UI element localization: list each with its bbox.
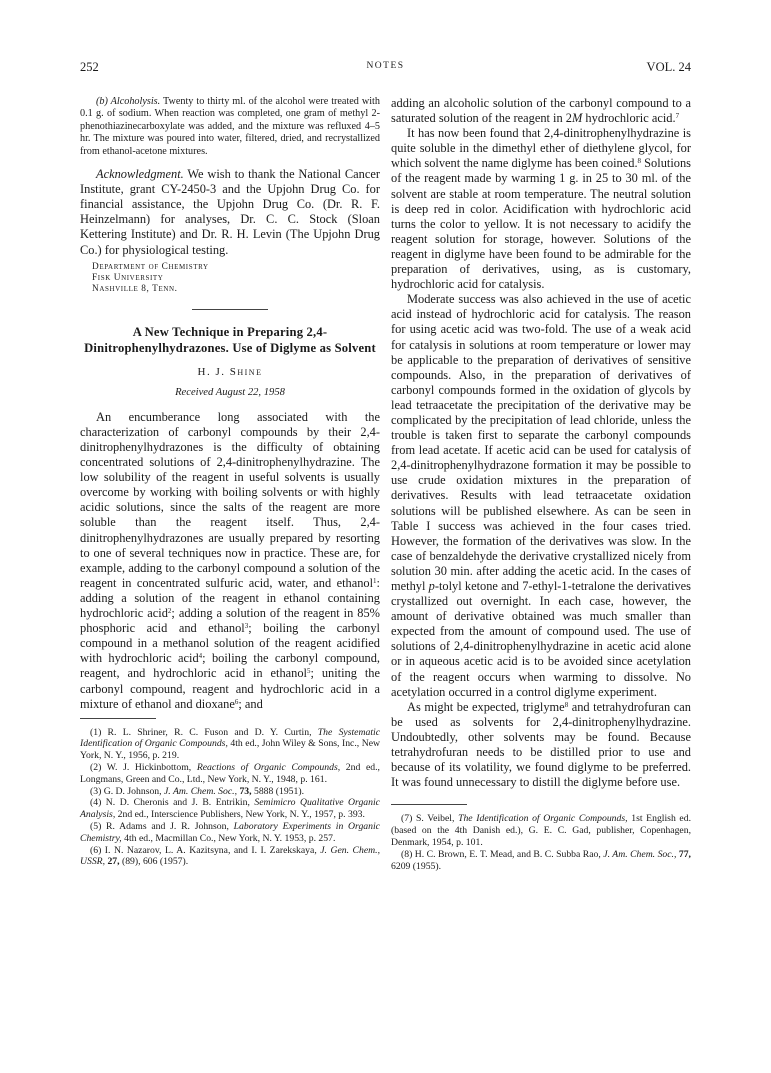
intro-paragraph	[80, 410, 380, 712]
citation-ref-6: 6	[234, 697, 239, 706]
diglyme-text-2: Solutions of the reagent made by warming 1 g. in 25 to 30 ml. of the solvent are stable at room temperature. The neutral solution is deep red in color. Acidification with hydrochloric acid turns the color to yellow. It is not necessary to acidify the reagent solution for storage, however. Solutions of the reagent in diglyme have been found to be admirable for the preparation of derivatives, using, as is customary, hydrochloric acid for catalysis.	[391, 156, 691, 292]
diglyme-text-1: It has now been found that 2,4-dinitrophenylhydrazine is quite soluble in the dimethyl ether of diethylene glycol, for which solvent the name diglyme has been coined.	[391, 126, 691, 171]
footnote-6-details: (89), 606 (1957).	[119, 856, 189, 868]
volume-label: VOL. 24	[646, 60, 691, 74]
footnote-5	[80, 821, 380, 845]
footnote-3-journal: J. Am. Chem. Soc.,	[164, 785, 238, 797]
footnote-5-authors: (5) R. Adams and J. R. Johnson,	[90, 821, 234, 833]
diglyme-paragraph	[391, 126, 691, 292]
footnote-1-title: The Systematic Identification of Organic Compounds,	[80, 726, 380, 750]
footnote-3-volume: 73,	[237, 785, 252, 797]
footnote-8-journal: J. Am. Chem. Soc.,	[603, 848, 677, 860]
alcoholysis-label: (b) Alcoholysis.	[96, 96, 161, 107]
footnote-4-authors: (4) N. D. Cheronis and J. B. Entrikin,	[90, 797, 255, 809]
footnote-7-details: 1st English ed. (based on the 4th Danish ed.), G. E. C. Gad, publisher, Copenhagen, Denmark, 1954, p. 101.	[391, 813, 692, 848]
acknowledgment-paragraph	[80, 167, 380, 258]
affiliation-block	[92, 262, 380, 296]
footnote-3-details: 5888 (1951).	[251, 785, 305, 797]
footnote-1-details: 4th ed., John Wiley & Sons, Inc., New York, N. Y., 1956, p. 219.	[80, 738, 380, 762]
footnote-2	[80, 762, 380, 786]
triglyme-text-1: As might be expected, triglyme	[407, 699, 565, 714]
footnote-4	[80, 797, 380, 821]
footnote-3-authors: (3) G. D. Johnson,	[90, 785, 164, 797]
page-header	[80, 60, 691, 82]
continued-paragraph	[391, 96, 691, 126]
acetic-text-2: -tolyl ketone and 7-ethyl-1-tetralone the derivatives crystallized out overnight. In each case, however, the amount of derivative obtained was much smaller than expected from the amount of compound used. The use of solutions of 2,4-dinitrophenylhydrazine in acetic acid alone or in aqueous acetic acid is to be avoided since acetylation of the reagent occurs when warming to dissolve. No acetylation occurred in a control diglyme experiment.	[391, 579, 691, 699]
intro-text-6: ; uniting the carbonyl compound, reagent and hydrochloric acid in a mixture of ethanol and dioxane	[80, 666, 380, 711]
footnote-1-authors: (1) R. L. Shriner, R. C. Fuson and D. Y. Curtin,	[90, 726, 318, 738]
citation-ref-7: 7	[675, 112, 680, 121]
footnote-2-title: Reactions of Organic Compounds,	[196, 762, 341, 774]
citation-ref-1: 1	[373, 576, 377, 585]
acknowledgment-text: We wish to thank the National Cancer Institute, grant CY-2450-3 and the Upjohn Drug Co. for financial assistance, the Upjohn Drug Co. (Dr. R. F. Heinzelmann) for analyses, Dr. C. C. Stock (Sloan Kettering Institute) and Dr. R. H. Levin (The Upjohn Drug Co.) for physiological testing.	[80, 167, 380, 257]
footnote-8-authors: (8) H. C. Brown, E. T. Mead, and B. C. Subba Rao,	[401, 848, 604, 860]
footnote-1	[80, 727, 380, 762]
citation-ref-5: 5	[307, 667, 311, 676]
article-author: H. J. Shine	[197, 365, 263, 378]
footnote-2-details: 2nd ed., Longmans, Green and Co., Ltd., New York, N. Y., 1948, p. 161.	[80, 762, 380, 785]
section-title: NOTES	[366, 61, 405, 71]
intro-text-2: : adding a solution of the reagent in ethanol containing hydrochloric acid	[80, 575, 380, 621]
left-column	[80, 96, 380, 868]
triglyme-text-2: and tetrahydrofuran can be used as solvents for 2,4-dinitrophenylhydrazine. Undoubtedly, other solvents may be found. Because tetrahydrofuran needs to be distilled prior to use and because of its volatility, we found diglyme to be preferred. It was found unnecessary to distill the diglyme before use.	[391, 699, 691, 790]
intro-text-4: ; boiling the carbonyl compound in a methanol solution of the reagent acidified with hydrochloric acid	[80, 621, 380, 666]
footnote-6-volume: 27,	[105, 856, 120, 868]
received-date: Received August 22, 1958	[175, 386, 285, 398]
intro-text-1: An encumberance long associated with the characterization of carbonyl compounds by their 2,4-dinitrophenylhydrazones is the difficulty of obtaining concentrated solutions of 2,4-dinitrophenylhydrazine. The low solubility of the reagent in useful solvents is usually overcome by working with boiling solvents or with highly acidic solutions, since the salts of the reagent are more soluble than the reagent itself. Thus, 2,4-dinitrophenylhydrazones are usually prepared by resorting to one of several techniques now in practice. These are, for example, adding to the carbonyl compound a solution of the reagent in concentrated sulfuric acid, water, and ethanol	[80, 409, 380, 590]
affiliation-city: Nashville 8, Tenn.	[92, 284, 178, 295]
citation-ref-3: 3	[244, 622, 249, 631]
citation-ref-8: 8	[637, 157, 642, 166]
article-separator-rule	[192, 309, 268, 310]
right-column	[391, 96, 691, 872]
footnote-7-authors: (7) S. Veibel,	[401, 813, 459, 825]
affiliation-university: Fisk University	[92, 273, 164, 283]
citation-ref-8b: 8	[564, 700, 569, 709]
acetic-text-1: Moderate success was also achieved in the use of acetic acid instead of hydrochloric acid for catalysis. The reason for using acetic acid was two-fold. The use of a weak acid for catalysis in solutions at room temperature or lower may be applicable to the preparation of derivatives of sensitive compounds. Also, in the preparation of derivatives of carbonyl compounds formed in the oxidation of glycols by lead tetraacetate the precipitation of the derivative may be complicated by the precipitation of lead chloride, unless the trouble is taken first to separate the carbonyl compounds from lead acetate. If acetic acid can be used for catalysis of 2,4-dinitrophenylhydrazone formation it may be possible to use crude oxidation mixtures in the preparation of derivatives. Results with lead tetraacetate oxidation solutions will be published elsewhere. As can be seen in Table I success was achieved in the four cases tried. However, the formation of the derivatives was slow. In the case of benzaldehyde the derivative crystallized nicely from solution 30 min. after adding the acetic acid. In the cases of methyl	[391, 292, 691, 593]
continued-text-1: adding an alcoholic solution of the carbonyl compound to a saturated solution of the reagent in 2	[391, 96, 691, 126]
continued-text-2: hydrochloric acid.	[582, 111, 676, 126]
footnote-7-title: The Identification of Organic Compounds,	[458, 813, 628, 825]
page-number: 252	[80, 60, 99, 74]
citation-ref-2: 2	[167, 607, 172, 616]
acetic-acid-paragraph	[391, 292, 691, 700]
footnote-8	[391, 849, 691, 873]
continued-text-molarity: M	[572, 111, 583, 126]
article-title: A New Technique in Preparing 2,4-Dinitrophenylhydrazones. Use of Diglyme as Solvent	[84, 324, 376, 355]
footnote-4-details: 2nd ed., Interscience Publishers, New York, N. Y., 1957, p. 393.	[115, 809, 365, 821]
footnote-3	[80, 786, 380, 798]
acknowledgment-label: Acknowledgment.	[96, 167, 184, 182]
citation-ref-4: 4	[198, 652, 203, 661]
alcoholysis-paragraph	[80, 96, 380, 158]
affiliation-department: Department of Chemistry	[92, 261, 209, 272]
intro-text-3: ; adding a solution of the reagent in 85% phosphoric acid and ethanol	[80, 606, 380, 636]
footnote-6	[80, 845, 380, 869]
acetic-text-para: p	[428, 579, 435, 593]
footnote-8-volume: 77,	[676, 848, 691, 860]
footnote-6-authors: (6) I. N. Nazarov, L. A. Kazitsyna, and I. I. Zarekskaya,	[90, 844, 321, 856]
footnote-7	[391, 813, 691, 848]
triglyme-paragraph	[391, 700, 691, 791]
footnote-2-authors: (2) W. J. Hickinbottom,	[90, 762, 197, 774]
footnote-4-title: Semimicro Qualitative Organic Analysis,	[80, 797, 380, 821]
footnote-5-details: 4th ed., Macmillan Co., New York, N. Y. 1953, p. 257.	[121, 832, 336, 844]
footnote-rule-right	[391, 804, 467, 805]
intro-text-7: ; and	[238, 696, 263, 711]
footnote-8-details: 6209 (1955).	[391, 860, 442, 872]
footnote-rule	[80, 718, 156, 719]
intro-text-5: ; boiling the carbonyl compound, reagent, and hydrochloric acid in ethanol	[80, 651, 380, 681]
footnote-6-journal: J. Gen. Chem., USSR,	[80, 844, 380, 868]
alcoholysis-text: Twenty to thirty ml. of the alcohol were treated with 0.1 g. of sodium. When reaction was completed, one gram of methyl 2-phenothiazinecarboxylate was added, and the mixture was refluxed 4–5 hr. The mixture was poured into water, filtered, dried, and recrystallized from ethanol-acetone mixtures.	[80, 96, 380, 157]
footnote-5-title: Laboratory Experiments in Organic Chemistry,	[80, 821, 380, 844]
